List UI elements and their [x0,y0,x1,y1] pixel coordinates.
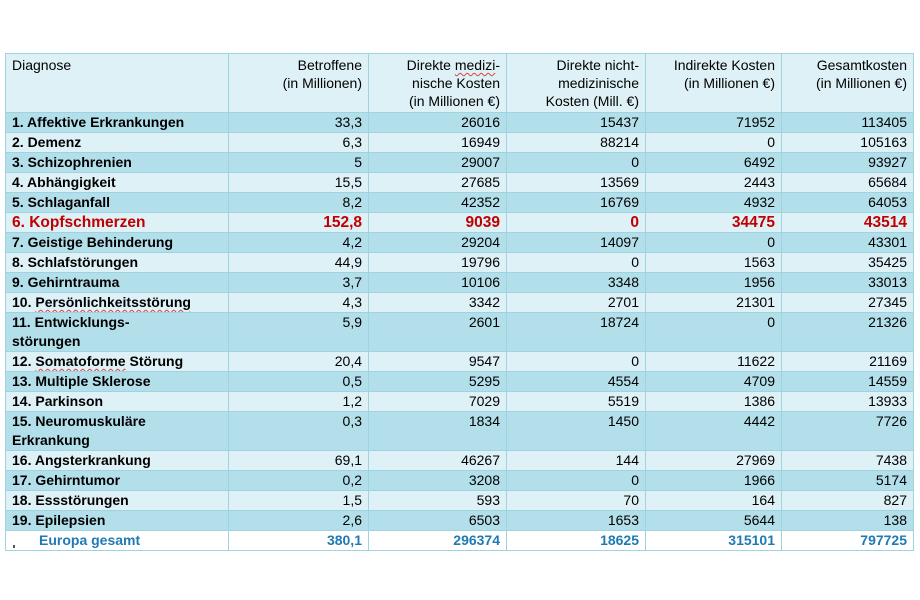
value-cell: 2601 [369,313,507,352]
value-cell: 5295 [369,372,507,392]
table-row [6,491,914,511]
value-cell: 5,9 [229,313,369,352]
value-cell: 18724 [507,313,646,352]
diagnose-cell: 13. Multiple Sklerose [6,372,229,392]
value-cell: 13933 [782,392,914,412]
value-cell: 0 [646,133,782,153]
value-cell: 33013 [782,273,914,293]
value-cell: 1386 [646,392,782,412]
stray-mark [13,545,15,548]
value-cell: 144 [507,451,646,471]
value-cell: 4442 [646,412,782,451]
table-row [6,372,914,392]
table-row [6,451,914,471]
value-cell: 19796 [369,253,507,273]
value-cell: 29007 [369,153,507,173]
value-cell: 65684 [782,173,914,193]
table-row [6,412,914,451]
value-cell: 3342 [369,293,507,313]
value-cell: 13569 [507,173,646,193]
value-cell: 34475 [646,213,782,233]
value-cell: 93927 [782,153,914,173]
value-cell: 5519 [507,392,646,412]
value-cell: 9547 [369,352,507,372]
value-cell: 64053 [782,193,914,213]
value-cell: 9039 [369,213,507,233]
diagnose-cell: 19. Epilepsien [6,511,229,531]
value-cell: 1653 [507,511,646,531]
table-row [6,313,914,352]
value-cell: 1834 [369,412,507,451]
diagnose-cell: 3. Schizophrenien [6,153,229,173]
header-gesamtkosten: Gesamtkosten (in Millionen €) [782,54,914,113]
diagnose-cell: 5. Schlaganfall [6,193,229,213]
diagnose-cell: 2. Demenz [6,133,229,153]
diagnose-cell: 14. Parkinson [6,392,229,412]
diagnose-cell: 8. Schlafstörungen [6,253,229,273]
value-cell: 43514 [782,213,914,233]
value-cell: 827 [782,491,914,511]
value-cell: 1956 [646,273,782,293]
value-cell: 7029 [369,392,507,412]
value-cell: 1966 [646,471,782,491]
value-cell: 5174 [782,471,914,491]
value-cell: 71952 [646,113,782,133]
value-cell: 26016 [369,113,507,133]
value-cell: 0 [507,213,646,233]
header-row [6,54,914,113]
value-cell: 0 [507,471,646,491]
value-cell: 6492 [646,153,782,173]
value-cell: 27969 [646,451,782,471]
diagnose-cell: 6. Kopfschmerzen [6,213,229,233]
diagnose-cell: 16. Angsterkrankung [6,451,229,471]
value-cell: 10106 [369,273,507,293]
value-cell: 0 [646,313,782,352]
total-value: 315101 [646,531,782,551]
table-row [6,113,914,133]
table-row [6,173,914,193]
table-row [6,273,914,293]
table-row [6,293,914,313]
table-row [6,233,914,253]
total-value: 380,1 [229,531,369,551]
value-cell: 16949 [369,133,507,153]
diagnose-cell: 4. Abhängigkeit [6,173,229,193]
value-cell: 0 [507,352,646,372]
value-cell: 152,8 [229,213,369,233]
value-cell: 1,5 [229,491,369,511]
value-cell: 4709 [646,372,782,392]
value-cell: 164 [646,491,782,511]
value-cell: 33,3 [229,113,369,133]
header-diagnose: Diagnose [6,54,229,113]
value-cell: 20,4 [229,352,369,372]
diagnose-cell: 18. Essstörungen [6,491,229,511]
value-cell: 4,3 [229,293,369,313]
diagnose-cell: 11. Entwicklungs- störungen [6,313,229,352]
value-cell: 11622 [646,352,782,372]
value-cell: 105163 [782,133,914,153]
value-cell: 21169 [782,352,914,372]
diagnose-cell: 7. Geistige Behinderung [6,233,229,253]
value-cell: 2443 [646,173,782,193]
total-value: 18625 [507,531,646,551]
value-cell: 7726 [782,412,914,451]
value-cell: 5 [229,153,369,173]
value-cell: 0,5 [229,372,369,392]
value-cell: 5644 [646,511,782,531]
value-cell: 16769 [507,193,646,213]
diagnose-cell: 1. Affektive Erkrankungen [6,113,229,133]
cost-table [5,53,914,551]
total-row [6,531,914,551]
value-cell: 1,2 [229,392,369,412]
value-cell: 1563 [646,253,782,273]
value-cell: 46267 [369,451,507,471]
value-cell: 42352 [369,193,507,213]
table-row [6,153,914,173]
header-indirekte-kosten: Indirekte Kosten (in Millionen €) [646,54,782,113]
table-row [6,253,914,273]
value-cell: 2701 [507,293,646,313]
table-row [6,392,914,412]
value-cell: 43301 [782,233,914,253]
value-cell: 0 [646,233,782,253]
diagnose-cell: 9. Gehirntrauma [6,273,229,293]
value-cell: 6503 [369,511,507,531]
table-row [6,471,914,491]
value-cell: 3,7 [229,273,369,293]
header-betroffene: Betroffene (in Millionen) [229,54,369,113]
header-direkte-medizinische-kosten: Direkte medizi- nische Kosten (in Millionen €) [369,54,507,113]
value-cell: 14097 [507,233,646,253]
value-cell: 4,2 [229,233,369,253]
value-cell: 14559 [782,372,914,392]
table-row [6,213,914,233]
value-cell: 7438 [782,451,914,471]
value-cell: 0,3 [229,412,369,451]
value-cell: 4932 [646,193,782,213]
value-cell: 35425 [782,253,914,273]
total-label: Europa gesamt [6,531,229,551]
diagnose-cell: 12. Somatoforme Störung [6,352,229,372]
diagnose-cell: 15. Neuromuskuläre Erkrankung [6,412,229,451]
value-cell: 21326 [782,313,914,352]
table-row [6,352,914,372]
table-row [6,133,914,153]
value-cell: 29204 [369,233,507,253]
value-cell: 113405 [782,113,914,133]
value-cell: 8,2 [229,193,369,213]
value-cell: 6,3 [229,133,369,153]
value-cell: 69,1 [229,451,369,471]
value-cell: 0 [507,153,646,173]
value-cell: 138 [782,511,914,531]
value-cell: 15,5 [229,173,369,193]
value-cell: 27685 [369,173,507,193]
diagnose-cell: 10. Persönlichkeitsstörung [6,293,229,313]
value-cell: 0,2 [229,471,369,491]
value-cell: 88214 [507,133,646,153]
value-cell: 4554 [507,372,646,392]
header-direkte-nicht-medizinische-kosten: Direkte nicht- medizinische Kosten (Mill. €) [507,54,646,113]
diagnose-cell: 17. Gehirntumor [6,471,229,491]
total-value: 296374 [369,531,507,551]
value-cell: 2,6 [229,511,369,531]
value-cell: 27345 [782,293,914,313]
value-cell: 3208 [369,471,507,491]
value-cell: 44,9 [229,253,369,273]
value-cell: 21301 [646,293,782,313]
total-value: 797725 [782,531,914,551]
value-cell: 593 [369,491,507,511]
table-row [6,193,914,213]
value-cell: 0 [507,253,646,273]
value-cell: 3348 [507,273,646,293]
value-cell: 70 [507,491,646,511]
value-cell: 1450 [507,412,646,451]
table-row [6,511,914,531]
value-cell: 15437 [507,113,646,133]
